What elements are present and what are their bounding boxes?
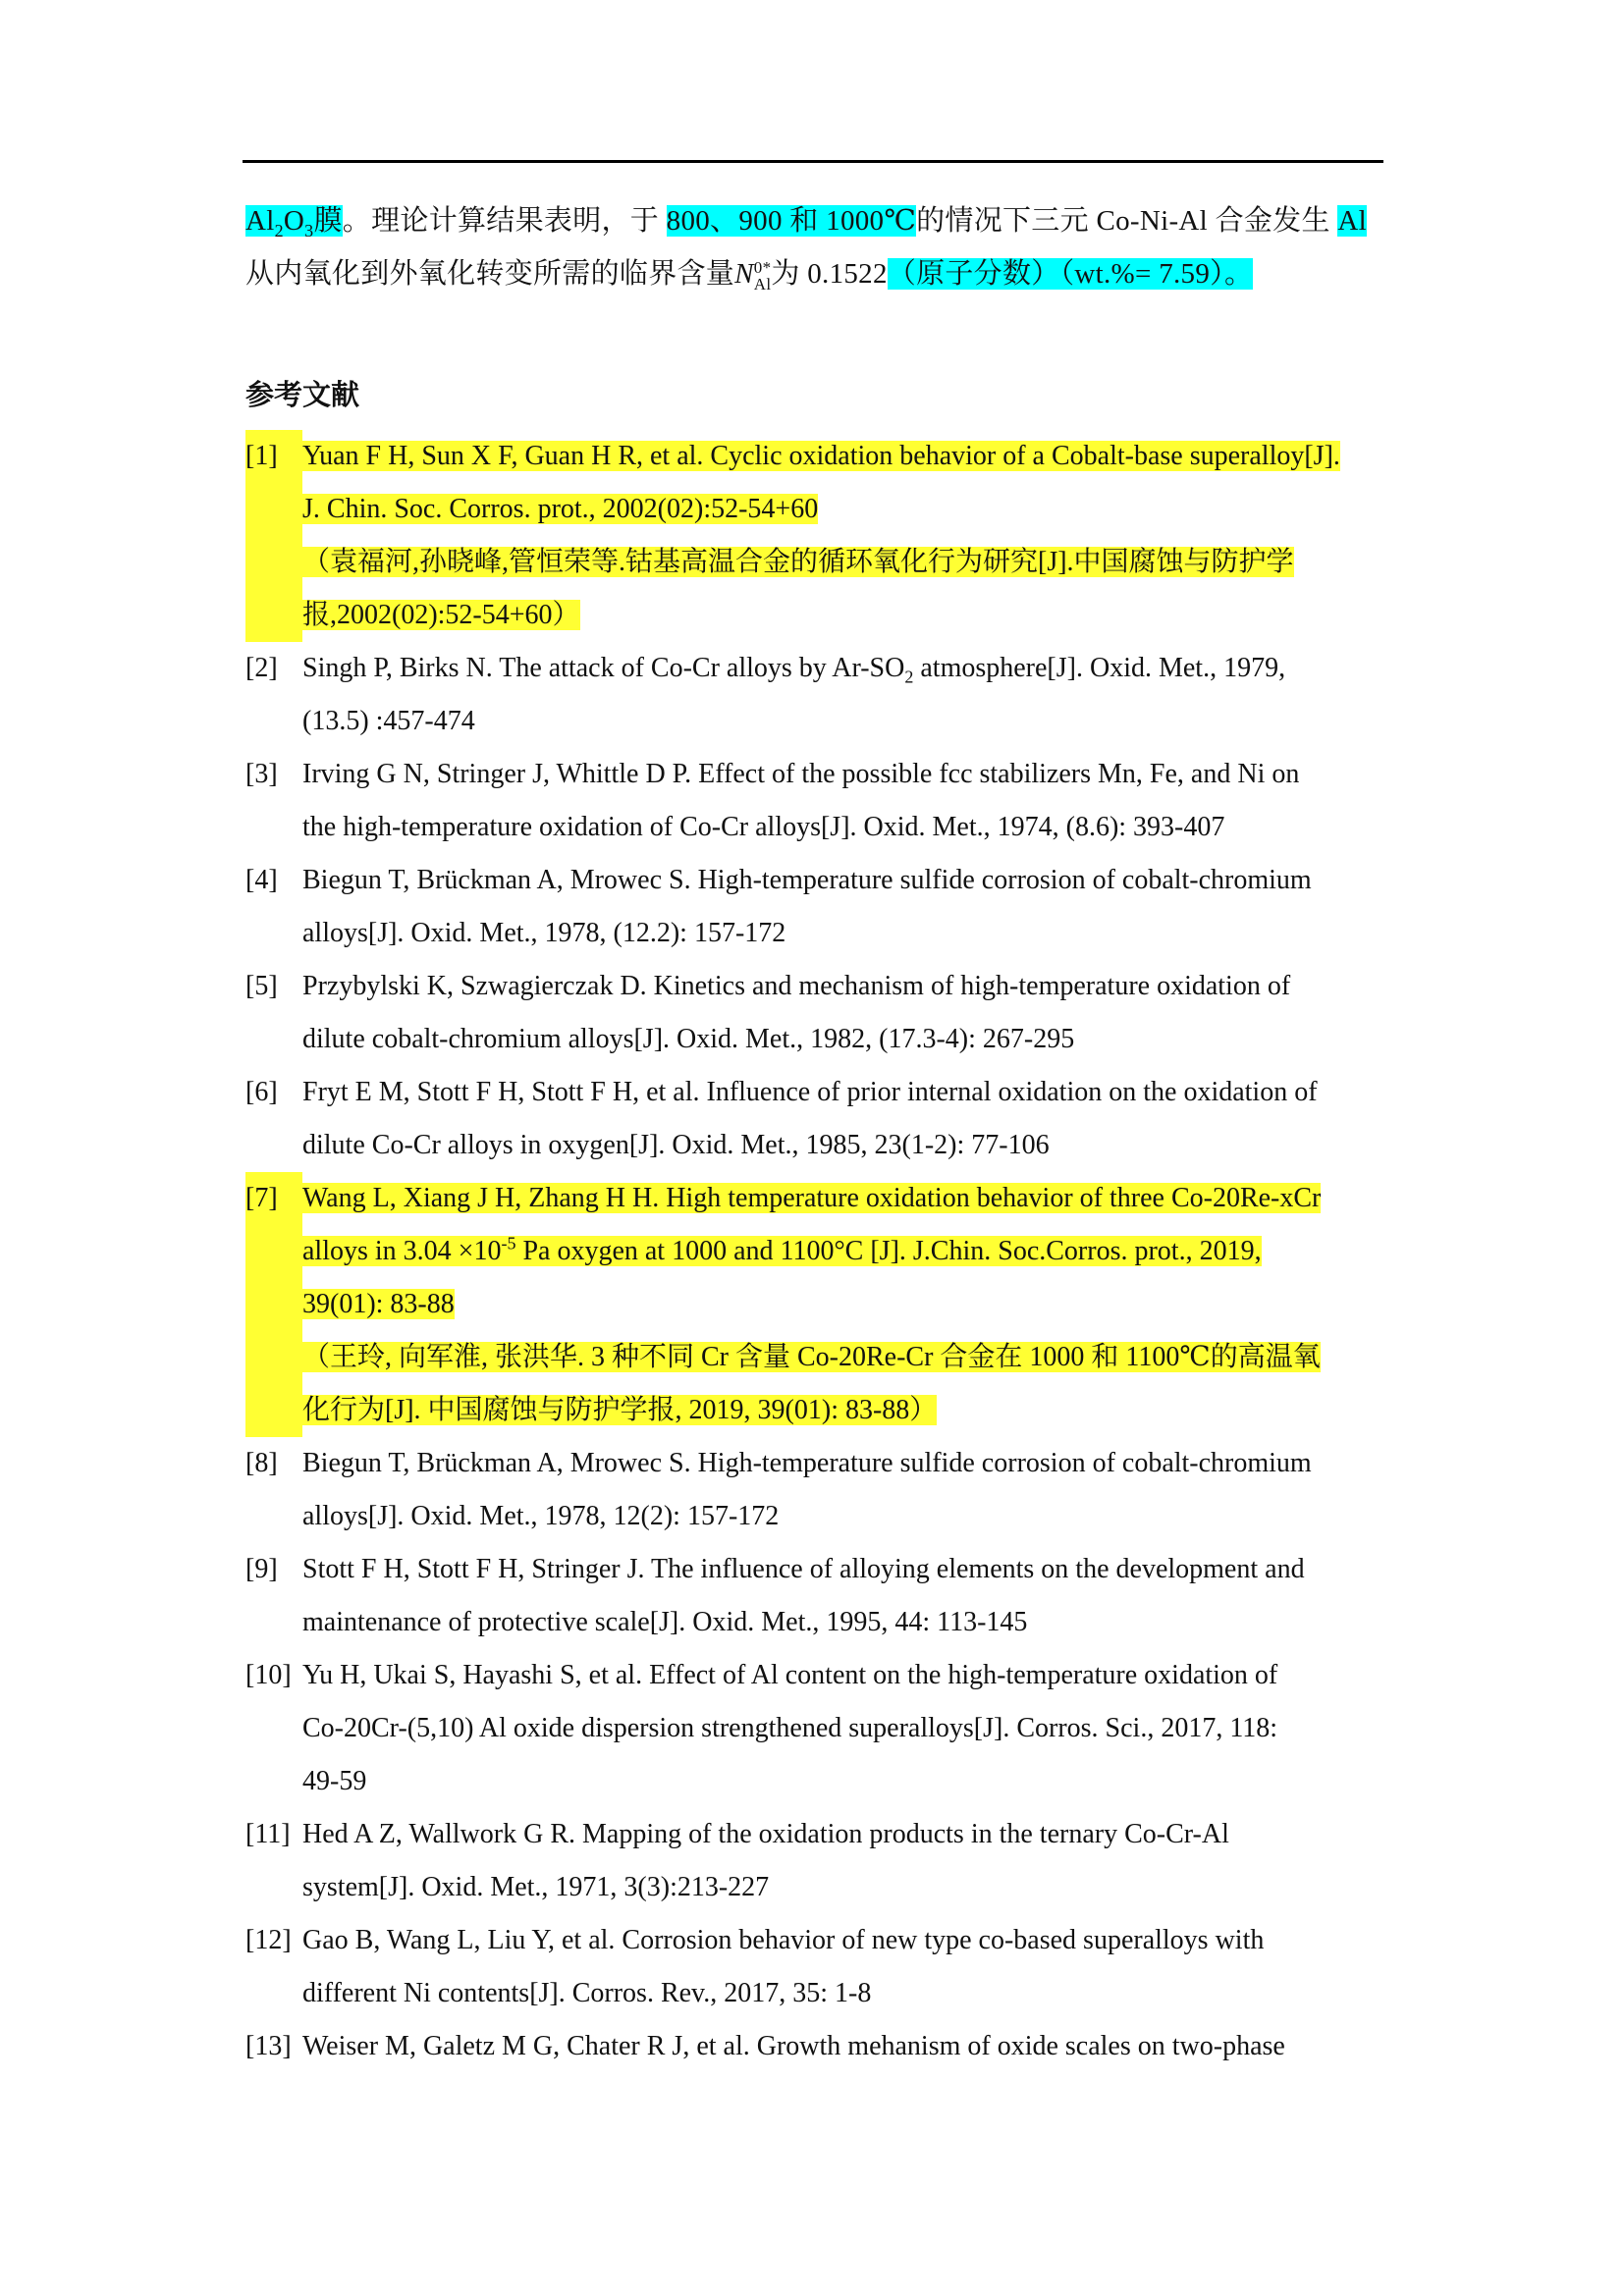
reference-number: [2]	[245, 653, 278, 683]
intro-text-2: 的情况下三元 Co-Ni-Al 合金发生	[916, 205, 1338, 237]
reference-item	[245, 1543, 1386, 1649]
reference-number: [7]	[245, 1172, 302, 1437]
reference-line: 化行为[J]. 中国腐蚀与防护学报, 2019, 39(01): 83-88）	[302, 1395, 938, 1425]
reference-line: （袁福河,孙晓峰,管恒荣等.钴基高温合金的循环氧化行为研究[J].中国腐蚀与防护学	[302, 547, 1294, 577]
reference-item	[245, 430, 1386, 642]
highlight-al: Al	[1337, 205, 1367, 237]
reference-number: [13]	[245, 2031, 292, 2061]
reference-line: system[J]. Oxid. Met., 1971, 3(3):213-227	[302, 1872, 770, 1902]
references-heading: 参考文献	[245, 378, 360, 411]
critical-content-symbol: N 0* Al	[734, 258, 772, 294]
header-rule	[243, 160, 1383, 163]
highlight-temperatures: 800、900 和 1000℃	[666, 205, 917, 237]
reference-number: [12]	[245, 1925, 292, 1955]
reference-number: [1]	[245, 430, 302, 642]
reference-item	[245, 2020, 1386, 2073]
reference-item	[245, 748, 1386, 854]
reference-line: （王玲, 向军淮, 张洪华. 3 种不同 Cr 含量 Co-20Re-Cr 合金在 1000 和 1100℃的高温氧	[302, 1342, 1321, 1372]
reference-item	[245, 960, 1386, 1066]
reference-item	[245, 1172, 1386, 1437]
reference-line: maintenance of protective scale[J]. Oxid. Met., 1995, 44: 113-145	[302, 1607, 1028, 1637]
reference-line: Hed A Z, Wallwork G R. Mapping of the oxidation products in the ternary Co-Cr-Al	[302, 1819, 1229, 1849]
reference-line: 49-59	[302, 1766, 367, 1796]
intro-text-3: 从内氧化到外氧化转变所需的临界含量	[245, 258, 735, 290]
reference-line: Singh P, Birks N. The attack of Co-Cr alloys by $Ar-SO_2$ atmosphere[J]. Oxid. Met., 1979,	[302, 653, 1286, 687]
reference-number: [5]	[245, 971, 278, 1001]
reference-line: J. Chin. Soc. Corros. prot., 2002(02):52-54+60	[302, 494, 819, 524]
reference-line: alloys[J]. Oxid. Met., 1978, 12(2): 157-172	[302, 1501, 780, 1531]
reference-item	[245, 642, 1386, 748]
reference-line: the high-temperature oxidation of Co-Cr alloys[J]. Oxid. Met., 1974, (8.6): 393-407	[302, 812, 1225, 842]
reference-line: Irving G N, Stringer J, Whittle D P. Effect of the possible fcc stabilizers Mn, Fe, and Ni on	[302, 759, 1300, 789]
reference-item	[245, 1437, 1386, 1543]
highlight-fraction: （原子分数）（wt.%= 7.59）。	[887, 258, 1254, 290]
reference-item	[245, 1649, 1386, 1808]
reference-line: Stott F H, Stott F H, Stringer J. The influence of alloying elements on the development and	[302, 1554, 1305, 1584]
reference-line: Co-20Cr-(5,10) Al oxide dispersion strengthened superalloys[J]. Corros. Sci., 2017, 118:	[302, 1713, 1278, 1743]
reference-number: [10]	[245, 1660, 292, 1690]
intro-text-1: 。理论计算结果表明，于	[342, 205, 667, 237]
reference-list	[245, 430, 1386, 2073]
reference-line: Fryt E M, Stott F H, Stott F H, et al. Influence of prior internal oxidation on the oxidation of	[302, 1077, 1318, 1107]
reference-line: Przybylski K, Szwagierczak D. Kinetics and mechanism of high-temperature oxidation of	[302, 971, 1291, 1001]
reference-line: (13.5) :457-474	[302, 706, 475, 736]
highlight-al2o3: $Al_2O_3$膜	[245, 205, 343, 240]
reference-line: 39(01): 83-88	[302, 1289, 455, 1319]
reference-line: Wang L, Xiang J H, Zhang H H. High temperature oxidation behavior of three Co-20Re-xCr	[302, 1183, 1322, 1213]
reference-line: alloys[J]. Oxid. Met., 1978, (12.2): 157-172	[302, 918, 786, 948]
intro-paragraph	[245, 194, 1384, 300]
reference-line: Biegun T, Brückman A, Mrowec S. High-temperature sulfide corrosion of cobalt-chromium	[302, 865, 1312, 895]
reference-item	[245, 854, 1386, 960]
reference-line: Biegun T, Brückman A, Mrowec S. High-temperature sulfide corrosion of cobalt-chromium	[302, 1448, 1312, 1478]
reference-item	[245, 1066, 1386, 1172]
reference-line: different Ni contents[J]. Corros. Rev., 2017, 35: 1-8	[302, 1978, 872, 2008]
reference-line: alloys in $3.04 \times 10^{-5}$ Pa oxygen at 1000 and 1100°C [J]. J.Chin. Soc.Corros. prot., 2019,	[302, 1233, 1262, 1266]
reference-number: [11]	[245, 1819, 291, 1849]
reference-item	[245, 1808, 1386, 1914]
reference-line: Gao B, Wang L, Liu Y, et al. Corrosion behavior of new type co-based superalloys with	[302, 1925, 1265, 1955]
reference-number: [6]	[245, 1077, 278, 1107]
reference-number: [3]	[245, 759, 278, 789]
reference-number: [4]	[245, 865, 278, 895]
reference-number: [8]	[245, 1448, 278, 1478]
reference-line: 报,2002(02):52-54+60）	[302, 600, 580, 630]
reference-line: Weiser M, Galetz M G, Chater R J, et al. Growth mehanism of oxide scales on two-phase	[302, 2031, 1285, 2061]
reference-number: [9]	[245, 1554, 278, 1584]
reference-line: dilute cobalt-chromium alloys[J]. Oxid. Met., 1982, (17.3-4): 267-295	[302, 1024, 1075, 1054]
reference-item	[245, 1914, 1386, 2020]
reference-line: Yu H, Ukai S, Hayashi S, et al. Effect of Al content on the high-temperature oxidation of	[302, 1660, 1278, 1690]
reference-line: dilute Co-Cr alloys in oxygen[J]. Oxid. Met., 1985, 23(1-2): 77-106	[302, 1130, 1050, 1160]
intro-text-4: 为 0.1522	[771, 258, 888, 290]
reference-line: Yuan F H, Sun X F, Guan H R, et al. Cyclic oxidation behavior of a Cobalt-base superalloy[J].	[302, 441, 1340, 471]
